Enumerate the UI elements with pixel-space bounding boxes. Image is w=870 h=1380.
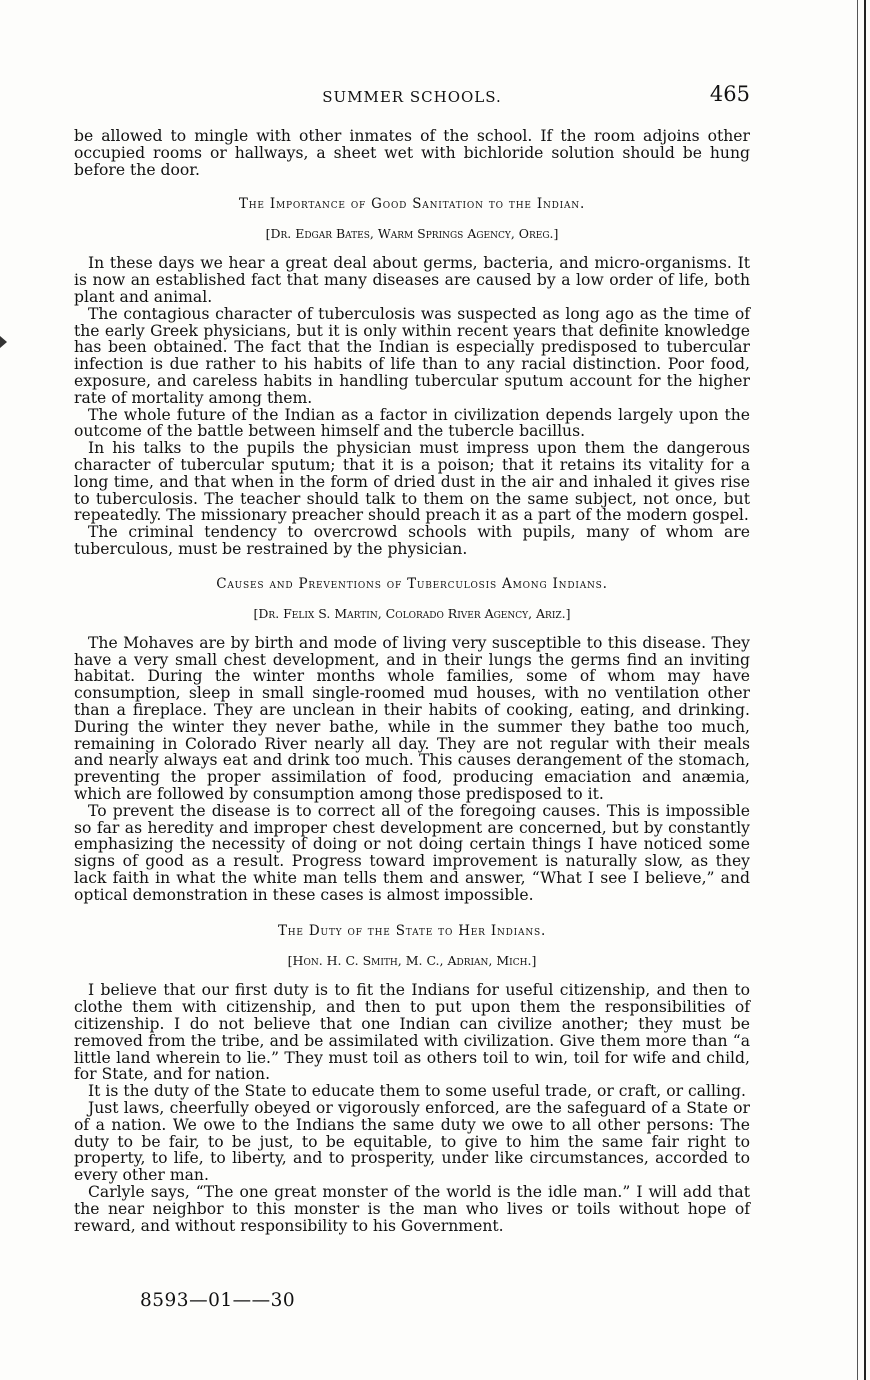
margin-arrow-mark [0,336,7,348]
paragraph: The Mohaves are by birth and mode of living very susceptible to this disease. They have a very small chest development, and in their lungs the germs find an inviting habitat. During the winter months whole families, some of whom may have consumption, sleep in small single-roomed mud houses, with no ventilation other than a fireplace. They are unclean in their habits of cooking, eating, and drinking. During the winter they never bathe, while in the summer they bathe too much, remaining in Colorado River nearly all day. They are not regular with their meals and nearly always eat and drink too much. This causes derangement of the stomach, preventing the proper assimilation of food, producing emaciation and anæmia, which are followed by consumption among those predisposed to it. [74,633,750,803]
paragraph: In his talks to the pupils the physician must impress upon them the dangerous character of tubercular sputum; that it is a poison; that it retains its vitality for a long time, and that when in the form of dried dust in the air and inhaled it gives rise to tuberculosis. The teacher should talk to them on the same subject, not once, but repeatedly. The missionary preacher should preach it as a part of the modern gospel. [74,439,750,525]
paragraph: It is the duty of the State to educate them to some useful trade, or craft, or calling. [88,1082,746,1101]
paragraph: In these days we hear a great deal about germs, bacteria, and micro-organisms. It is now an established fact that many diseases are caused by a low order of life, both plant and animal. [74,254,750,306]
page-content [74,80,750,1234]
intro-paragraph: be allowed to mingle with other inmates of the school. If the room adjoins other occupied rooms or hallways, a sheet wet with bichloride solution should be hung before the door. [74,127,750,179]
paragraph: Just laws, cheerfully obeyed or vigorously enforced, are the safeguard of a State or of a nation. We owe to the Indians the same duty we owe to all other persons: The duty to be fair, to be just, to be equitable, to give to him the same fair right to property, to life, to liberty, and to prosperity, under like circumstances, accorded to every other man. [74,1099,750,1185]
section-heading: Causes and Preventions of Tuberculosis Among Indians. [216,575,608,592]
paragraph: The whole future of the Indian as a factor in civilization depends largely upon the outcome of the battle between himself and the tubercle bacillus. [74,405,750,441]
page-number: 465 [709,82,750,106]
running-title: SUMMER SCHOOLS. [322,88,502,106]
running-head [74,80,750,110]
paragraph: I believe that our first duty is to fit the Indians for useful citizenship, and then to clothe them with citizenship, and then to put upon them the responsibilities of citizenship. I do not believe that one Indian can civilize another; they must be removed from the tribe, and be assimilated with civilization. Give them more than “a little land wherein to lie.” They must toil as others toil to win, toil for wife and child, for State, and for nation. [74,981,750,1084]
paragraph: To prevent the disease is to correct all of the foregoing causes. This is impossible so far as heredity and improper chest development are concerned, but by constantly emphasizing the necessity of doing or not doing certain things I have noticed some signs of good as a result. Progress toward improvement is naturally slow, as they lack faith in what the white man tells them and answer, “What I see I believe,” and optical demonstration in these cases is almost impossible. [74,801,750,904]
section-heading: The Duty of the State to Her Indians. [277,923,547,940]
page-edge [864,0,866,1380]
section-byline: [Hon. H. C. Smith, M. C., Adrian, Mich.] [287,953,537,969]
paragraph: The contagious character of tuberculosis was suspected as long ago as the time of the early Greek physicians, but it is only within recent years that definite knowledge has been obtained. The fact that the Indian is especially predisposed to tubercular infection is due rather to his habits of life than to any racial distinction. Poor food, exposure, and careless habits in handling tubercular sputum account for the higher rate of mortality among them. [74,304,750,407]
paragraph: The criminal tendency to overcrowd schools with pupils, many of whom are tuberculous, must be restrained by the physician. [74,523,750,558]
printer-signature: 8593—01——30 [140,1290,296,1311]
section-heading: The Importance of Good Sanitation to the Indian. [238,196,586,213]
page-edge-inner [857,0,858,1380]
paragraph: Carlyle says, “The one great monster of the world is the idle man.” I will add that the near neighbor to this monster is the man who lives or toils without hope of reward, and without responsibility to his Government. [74,1183,750,1235]
section-byline: [Dr. Felix S. Martin, Colorado River Agency, Ariz.] [253,605,571,621]
section-byline: [Dr. Edgar Bates, Warm Springs Agency, Oreg.] [265,226,559,242]
